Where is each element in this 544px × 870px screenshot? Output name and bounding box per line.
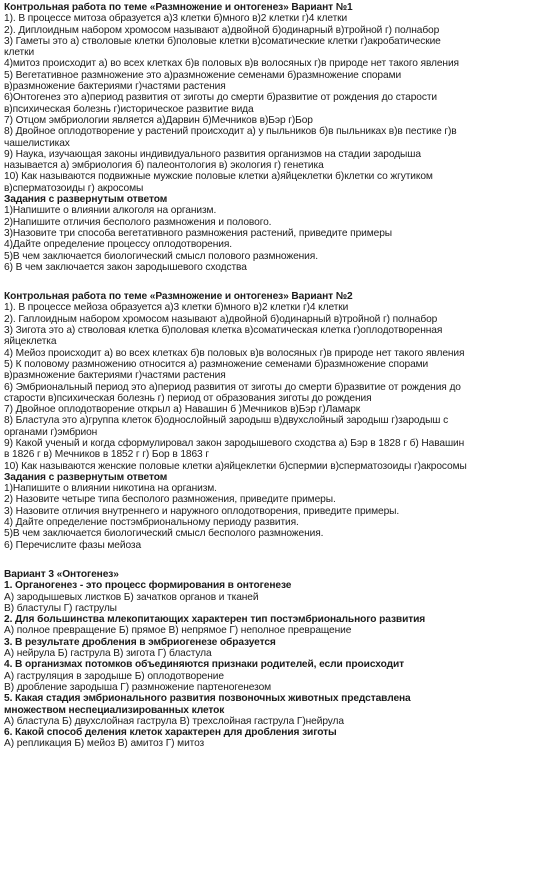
question-line: яйцеклетка <box>4 336 57 348</box>
question-line: чашелистиках <box>4 137 70 149</box>
task-line: 3)Назовите три способа вегетативного размножения растений, приведите примеры <box>4 227 393 239</box>
answer-options: В) дробление зародыша Г) размножение партеногенезом <box>4 681 272 693</box>
task-line: 5)В чем заключается биологический смысл полового размножения. <box>4 250 318 262</box>
question-text: 2. Для большинства млекопитающих характерен тип постэмбрионального развития <box>4 614 426 626</box>
question-line: клетки <box>4 47 35 59</box>
question-line: 5) К половому размножению относится а) размножение семенами б)размножение спорами <box>4 358 429 370</box>
question-line: в)сперматозоиды г) акросомы <box>4 182 144 194</box>
answer-options: А) бластула Б) двухслойная гаструла В) трехслойная гаструла Г)нейрула <box>4 715 344 727</box>
task-line: 6) В чем заключается закон зародышевого сходства <box>4 261 247 273</box>
task-line: 2) Назовите четыре типа бесполого размножения, приведите примеры. <box>4 494 336 506</box>
question-line: 1). В процессе мейоза образуется а)3 клетки б)много в)2 клетки г)4 клетки <box>4 302 349 314</box>
answer-options: А) репликация Б) мейоз В) амитоз Г) митоз <box>4 738 205 750</box>
variant-3-questions <box>4 580 540 749</box>
variant-1-section <box>4 2 540 273</box>
question-line: 2). Гаплоидным набором хромосом называют а)двойной б)одинарный в)тройной г) полнабор <box>4 313 438 325</box>
task-line: 1)Напишите о влиянии алкоголя на организм. <box>4 205 217 217</box>
variant-2-section <box>4 291 540 551</box>
task-line: 1)Напишите о влиянии никотина на организм. <box>4 483 217 495</box>
question-text: множеством неспециализированных клеток <box>4 704 225 716</box>
question-text: 3. В результате дробления в эмбриогенезе образуется <box>4 636 276 648</box>
variant-1-questions <box>4 13 540 194</box>
variant-2-tasks <box>4 483 540 551</box>
question-line: старости в)психическая болезнь г) период от образования зиготы до рождения <box>4 392 372 404</box>
question-line: 1). В процессе митоза образуется а)3 клетки б)много в)2 клетки г)4 клетки <box>4 13 348 25</box>
question-line: органами г)эмбрион <box>4 426 98 438</box>
question-line: 4) Мейоз происходит а) во всех клетках б)в половых в)в волосяных г)в природе нет такого явления <box>4 347 465 359</box>
question-line: 6)Онтогенез это а)период развития от зиготы до смерти б)развитие от рождения до старости <box>4 92 438 104</box>
answer-options: А) нейрула Б) гаструла В) зигота Г) бластула <box>4 648 212 660</box>
question-line: 9) Наука, изучающая законы индивидуального развития организмов на стадии зародыша <box>4 148 421 160</box>
variant-2-tasks-heading: Задания с развернутым ответом <box>4 471 168 483</box>
task-line: 4)Дайте определение процессу оплодотворения. <box>4 239 232 251</box>
answer-options: А) зародышевых листков Б) зачатков органов и тканей <box>4 591 259 603</box>
answer-options: А) гаструляция в зародыше Б) оплодотворение <box>4 670 224 682</box>
question-line: называется а) эмбриология б) палеонтология в) экология г) генетика <box>4 160 324 172</box>
task-line: 3) Назовите отличия внутреннего и наружного оплодотворения, приведите примеры. <box>4 505 400 517</box>
question-line: 10) Как называются подвижные мужские половые клетки а)яйцеклетки б)клетки со жгутиком <box>4 171 433 183</box>
answer-options: А) полное превращение Б) прямое В) непрямое Г) неполное превращение <box>4 625 352 637</box>
task-line: 6) Перечислите фазы мейоза <box>4 539 142 551</box>
variant-1-title: Контрольная работа по теме «Размножение и онтогенез» Вариант №1 <box>4 2 353 13</box>
variant-1-tasks-heading: Задания с развернутым ответом <box>4 194 168 206</box>
question-line: 8) Бластула это а)группа клеток б)однослойный зародыш в)двухслойный зародыш г)зародыш с <box>4 415 449 427</box>
question-line: 3) Зигота это а) стволовая клетка б)половая клетка в)соматическая клетка г)оплодотворенная <box>4 325 443 337</box>
question-line: в)размножение бактериями г)частями растения <box>4 81 226 93</box>
question-line: 8) Двойное оплодотворение у растений происходит а) у пыльников б)в пыльниках в)в пестике г)в <box>4 126 457 138</box>
question-line: 3) Гаметы это а) стволовые клетки б)половые клетки в)соматические клетки г)акробатические <box>4 35 441 47</box>
question-line: 5) Вегетативное размножение это а)размножение семенами б)размножение спорами <box>4 69 402 81</box>
question-line: 9) Какой ученый и когда сформулировал закон зародышевого сходства а) Бэр в 1828 г б) Навашин <box>4 437 465 449</box>
variant-2-title: Контрольная работа по теме «Размножение и онтогенез» Вариант №2 <box>4 291 353 303</box>
section-spacer <box>4 551 540 569</box>
answer-options: В) бластулы Г) гаструлы <box>4 602 117 614</box>
question-text: 5. Какая стадия эмбрионального развития позвоночных животных представлена <box>4 693 411 705</box>
task-line: 5)В чем заключается биологический смысл бесполого размножения. <box>4 528 324 540</box>
question-line: в 1826 г в) Мечников в 1852 г г) Бор в 1863 г <box>4 449 209 461</box>
variant-3-title: Вариант 3 «Онтогенез» <box>4 568 119 580</box>
question-line: в)психическая болезнь г)историческое развитие вида <box>4 103 254 115</box>
question-text: 1. Органогенез - это процесс формирования в онтогенезе <box>4 580 292 592</box>
question-text: 4. В организмах потомков объединяются признаки родителей, если происходит <box>4 659 404 671</box>
question-line: 2). Диплоидным набором хромосом называют а)двойной б)одинарный в)тройной г) полнабор <box>4 24 440 36</box>
question-text: 6. Какой способ деления клеток характерен для дробления зиготы <box>4 727 337 739</box>
task-line: 4) Дайте определение постэмбриональному периоду развития. <box>4 517 299 529</box>
variant-2-questions <box>4 302 540 471</box>
question-line: 10) Как называются женские половые клетки а)яйцеклетки б)спермии в)сперматозоиды г)акросомы <box>4 460 467 472</box>
section-spacer <box>4 273 540 291</box>
variant-1-tasks <box>4 205 540 273</box>
task-line: 2)Напишите отличия бесполого размножения и полового. <box>4 216 272 228</box>
question-line: в)размножение бактериями г)частями растения <box>4 370 226 382</box>
question-line: 4)митоз происходит а) во всех клетках б)в половых в)в волосяных г)в природе нет такого явления <box>4 58 459 70</box>
question-line: 6) Эмбриональный период это а)период развития от зиготы до смерти б)развитие от рождения до <box>4 381 461 393</box>
question-line: 7) Отцом эмбриологии является а)Дарвин б)Мечников в)Бэр г)Бор <box>4 114 313 126</box>
variant-3-section <box>4 569 540 750</box>
question-line: 7) Двойное оплодотворение открыл а) Навашин б )Мечников в)Бэр г)Ламарк <box>4 404 361 416</box>
